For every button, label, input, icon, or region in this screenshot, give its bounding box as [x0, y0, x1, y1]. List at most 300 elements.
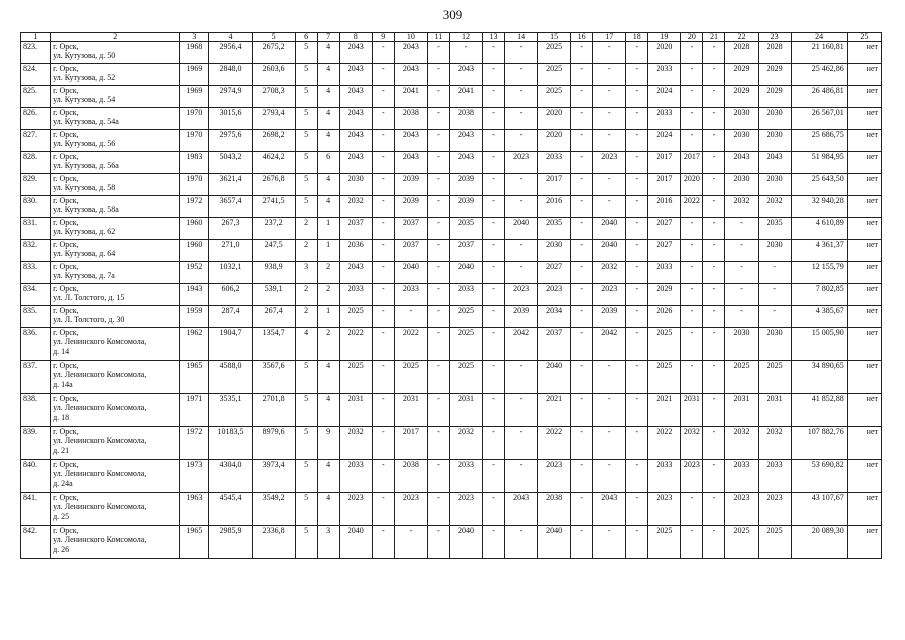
address-cell [51, 174, 180, 196]
table-row [21, 306, 882, 328]
table-row [21, 526, 882, 559]
cell-col-6: 5 [295, 130, 317, 152]
table-row [21, 42, 882, 64]
cell-col-13: - [482, 42, 504, 64]
cell-col-11: - [427, 427, 449, 460]
cell-col-10: 2038 [394, 460, 427, 493]
cell-col-5: 2793,4 [252, 108, 295, 130]
cell-col-20: - [681, 86, 703, 108]
cell-col-25: нет [847, 361, 881, 394]
cell-col-4: 287,4 [209, 306, 252, 328]
address-line: г. Орск, [53, 174, 79, 183]
cell-col-19: 2033 [648, 460, 681, 493]
column-number-14: 14 [505, 33, 538, 42]
cell-col-5: 539,1 [252, 284, 295, 306]
cell-col-15: 2037 [538, 328, 571, 361]
cell-col-13: - [482, 493, 504, 526]
address-line: ул. Кутузова, д. 54 [53, 95, 116, 105]
cell-col-14: - [505, 394, 538, 427]
cell-col-16: - [571, 152, 593, 174]
cell-col-9: - [372, 427, 394, 460]
cell-col-25: нет [847, 64, 881, 86]
cell-col-12: 2043 [449, 64, 482, 86]
cell-col-19: 2027 [648, 240, 681, 262]
cell-col-12: 2025 [449, 361, 482, 394]
cell-col-16: - [571, 108, 593, 130]
column-number-10: 10 [394, 33, 427, 42]
cell-col-13: - [482, 427, 504, 460]
cell-col-25: нет [847, 218, 881, 240]
cell-col-10: 2041 [394, 86, 427, 108]
cell-col-10: 2025 [394, 361, 427, 394]
cell-col-23: 2030 [758, 240, 791, 262]
cell-col-18: - [626, 306, 648, 328]
cell-col-18: - [626, 174, 648, 196]
cell-col-19: 2024 [648, 86, 681, 108]
page-number: 309 [442, 7, 463, 22]
cell-col-3: 1952 [180, 262, 209, 284]
cell-col-18: - [626, 130, 648, 152]
cell-col-12: 2043 [449, 130, 482, 152]
cell-col-8: 2032 [339, 427, 372, 460]
cell-col-22: - [725, 306, 758, 328]
cell-col-11: - [427, 152, 449, 174]
address-line: ул. Кутузова, д. 56 [53, 139, 116, 149]
cell-col-11: - [427, 86, 449, 108]
cell-col-5: 8979,6 [252, 427, 295, 460]
cell-col-12: 2040 [449, 262, 482, 284]
cell-col-15: 2035 [538, 218, 571, 240]
column-number-22: 22 [725, 33, 758, 42]
cell-col-17: - [593, 108, 626, 130]
row-number: 834. [21, 284, 51, 306]
cell-col-4: 10183,5 [209, 427, 252, 460]
row-number: 841. [21, 493, 51, 526]
cell-col-15: 2017 [538, 174, 571, 196]
column-number-18: 18 [626, 33, 648, 42]
column-number-3: 3 [180, 33, 209, 42]
cell-col-25: нет [847, 196, 881, 218]
cell-col-16: - [571, 526, 593, 559]
cell-col-24: 25 643,50 [791, 174, 847, 196]
cell-col-3: 1970 [180, 108, 209, 130]
cell-col-14: 2040 [505, 218, 538, 240]
cell-col-12: 2025 [449, 328, 482, 361]
cell-col-4: 2956,4 [209, 42, 252, 64]
cell-col-4: 3621,4 [209, 174, 252, 196]
cell-col-24: 43 107,67 [791, 493, 847, 526]
cell-col-9: - [372, 284, 394, 306]
cell-col-7: 4 [317, 493, 339, 526]
cell-col-12: - [449, 42, 482, 64]
cell-col-14: - [505, 427, 538, 460]
cell-col-22: 2025 [725, 526, 758, 559]
address-cell [51, 86, 180, 108]
address-line: ул. Кутузова, д. 7а [53, 271, 115, 281]
cell-col-4: 267,3 [209, 218, 252, 240]
cell-col-22: 2028 [725, 42, 758, 64]
cell-col-15: 2020 [538, 130, 571, 152]
cell-col-25: нет [847, 130, 881, 152]
cell-col-15: 2021 [538, 394, 571, 427]
address-line: г. Орск, [53, 427, 79, 436]
cell-col-19: 2017 [648, 152, 681, 174]
cell-col-16: - [571, 64, 593, 86]
cell-col-17: - [593, 196, 626, 218]
cell-col-15: 2040 [538, 361, 571, 394]
cell-col-4: 2974,9 [209, 86, 252, 108]
cell-col-3: 1968 [180, 42, 209, 64]
cell-col-18: - [626, 328, 648, 361]
cell-col-3: 1970 [180, 174, 209, 196]
cell-col-7: 4 [317, 64, 339, 86]
column-number-21: 21 [703, 33, 725, 42]
cell-col-23: 2030 [758, 328, 791, 361]
cell-col-4: 3535,1 [209, 394, 252, 427]
cell-col-24: 34 890,65 [791, 361, 847, 394]
cell-col-14: - [505, 130, 538, 152]
cell-col-8: 2043 [339, 130, 372, 152]
cell-col-13: - [482, 394, 504, 427]
cell-col-13: - [482, 361, 504, 394]
cell-col-15: 2025 [538, 42, 571, 64]
column-number-1: 1 [21, 33, 51, 42]
cell-col-21: - [703, 130, 725, 152]
cell-col-16: - [571, 42, 593, 64]
table-row [21, 130, 882, 152]
cell-col-8: 2030 [339, 174, 372, 196]
cell-col-7: 4 [317, 108, 339, 130]
cell-col-6: 5 [295, 427, 317, 460]
cell-col-10: 2043 [394, 42, 427, 64]
cell-col-8: 2037 [339, 218, 372, 240]
cell-col-14: 2042 [505, 328, 538, 361]
cell-col-24: 12 155,79 [791, 262, 847, 284]
cell-col-3: 1969 [180, 86, 209, 108]
cell-col-10: 2040 [394, 262, 427, 284]
cell-col-14: - [505, 262, 538, 284]
address-line: ул. Л. Толстого, д. 15 [53, 293, 125, 303]
cell-col-13: - [482, 526, 504, 559]
table-row [21, 394, 882, 427]
cell-col-10: 2039 [394, 196, 427, 218]
address-line: г. Орск, [53, 284, 79, 293]
column-number-12: 12 [449, 33, 482, 42]
cell-col-10: 2022 [394, 328, 427, 361]
cell-col-22: - [725, 218, 758, 240]
address-line: г. Орск, [53, 493, 79, 502]
cell-col-9: - [372, 174, 394, 196]
cell-col-4: 4545,4 [209, 493, 252, 526]
address-cell [51, 306, 180, 328]
address-line: ул. Ленинского Комсомола, [53, 403, 147, 413]
cell-col-21: - [703, 196, 725, 218]
cell-col-5: 237,2 [252, 218, 295, 240]
cell-col-15: 2022 [538, 427, 571, 460]
cell-col-19: 2016 [648, 196, 681, 218]
cell-col-13: - [482, 196, 504, 218]
cell-col-25: нет [847, 284, 881, 306]
column-number-8: 8 [339, 33, 372, 42]
cell-col-25: нет [847, 42, 881, 64]
cell-col-9: - [372, 152, 394, 174]
cell-col-23: - [758, 306, 791, 328]
cell-col-5: 267,4 [252, 306, 295, 328]
cell-col-16: - [571, 262, 593, 284]
cell-col-23: 2028 [758, 42, 791, 64]
cell-col-19: 2027 [648, 218, 681, 240]
cell-col-22: 2033 [725, 460, 758, 493]
address-cell [51, 64, 180, 86]
cell-col-6: 5 [295, 493, 317, 526]
cell-col-10: - [394, 306, 427, 328]
cell-col-24: 15 005,90 [791, 328, 847, 361]
cell-col-15: 2038 [538, 493, 571, 526]
cell-col-19: 2017 [648, 174, 681, 196]
cell-col-6: 3 [295, 262, 317, 284]
cell-col-19: 2025 [648, 526, 681, 559]
cell-col-13: - [482, 240, 504, 262]
cell-col-18: - [626, 218, 648, 240]
address-line: ул. Л. Толстого, д. 30 [53, 315, 125, 325]
cell-col-25: нет [847, 152, 881, 174]
cell-col-21: - [703, 427, 725, 460]
cell-col-15: 2020 [538, 108, 571, 130]
cell-col-23: 2043 [758, 152, 791, 174]
cell-col-4: 2975,6 [209, 130, 252, 152]
cell-col-18: - [626, 493, 648, 526]
cell-col-13: - [482, 262, 504, 284]
row-number: 829. [21, 174, 51, 196]
column-number-6: 6 [295, 33, 317, 42]
cell-col-24: 4 385,67 [791, 306, 847, 328]
cell-col-15: 2040 [538, 526, 571, 559]
table-row [21, 218, 882, 240]
cell-col-20: 2032 [681, 427, 703, 460]
cell-col-23: 2029 [758, 86, 791, 108]
cell-col-21: - [703, 394, 725, 427]
cell-col-8: 2043 [339, 152, 372, 174]
cell-col-8: 2043 [339, 64, 372, 86]
cell-col-5: 2336,8 [252, 526, 295, 559]
cell-col-9: - [372, 306, 394, 328]
address-line: г. Орск, [53, 526, 79, 535]
cell-col-16: - [571, 174, 593, 196]
cell-col-10: 2031 [394, 394, 427, 427]
cell-col-24: 32 940,28 [791, 196, 847, 218]
cell-col-9: - [372, 493, 394, 526]
address-line: д. 24а [53, 478, 73, 488]
row-number: 835. [21, 306, 51, 328]
cell-col-7: 2 [317, 262, 339, 284]
cell-col-12: 2041 [449, 86, 482, 108]
cell-col-11: - [427, 108, 449, 130]
cell-col-22: 2043 [725, 152, 758, 174]
cell-col-7: 6 [317, 152, 339, 174]
cell-col-9: - [372, 460, 394, 493]
address-cell [51, 108, 180, 130]
cell-col-16: - [571, 328, 593, 361]
row-number: 842. [21, 526, 51, 559]
table-row [21, 493, 882, 526]
cell-col-4: 271,0 [209, 240, 252, 262]
cell-col-22: 2025 [725, 361, 758, 394]
cell-col-9: - [372, 262, 394, 284]
address-line: ул. Кутузова, д. 54а [53, 117, 119, 127]
cell-col-17: 2040 [593, 240, 626, 262]
cell-col-23: 2031 [758, 394, 791, 427]
address-cell [51, 361, 180, 394]
cell-col-21: - [703, 262, 725, 284]
cell-col-16: - [571, 427, 593, 460]
cell-col-13: - [482, 130, 504, 152]
cell-col-16: - [571, 493, 593, 526]
cell-col-13: - [482, 460, 504, 493]
table-row [21, 64, 882, 86]
cell-col-19: 2020 [648, 42, 681, 64]
cell-col-18: - [626, 427, 648, 460]
cell-col-19: 2026 [648, 306, 681, 328]
cell-col-3: 1970 [180, 130, 209, 152]
cell-col-12: 2038 [449, 108, 482, 130]
cell-col-10: 2043 [394, 152, 427, 174]
address-line: ул. Ленинского Комсомола, [53, 337, 147, 347]
cell-col-7: 4 [317, 174, 339, 196]
cell-col-10: 2038 [394, 108, 427, 130]
table-row [21, 196, 882, 218]
cell-col-17: - [593, 427, 626, 460]
address-line: ул. Кутузова, д. 58 [53, 183, 116, 193]
cell-col-16: - [571, 460, 593, 493]
cell-col-15: 2023 [538, 460, 571, 493]
cell-col-8: 2025 [339, 361, 372, 394]
cell-col-6: 2 [295, 306, 317, 328]
cell-col-14: - [505, 42, 538, 64]
cell-col-4: 1032,1 [209, 262, 252, 284]
address-line: г. Орск, [53, 42, 79, 51]
cell-col-21: - [703, 174, 725, 196]
address-line: г. Орск, [53, 86, 79, 95]
cell-col-20: 2022 [681, 196, 703, 218]
cell-col-3: 1972 [180, 196, 209, 218]
cell-col-3: 1943 [180, 284, 209, 306]
row-number: 840. [21, 460, 51, 493]
cell-col-7: 4 [317, 42, 339, 64]
address-cell [51, 130, 180, 152]
cell-col-25: нет [847, 328, 881, 361]
cell-col-14: 2023 [505, 284, 538, 306]
column-number-20: 20 [681, 33, 703, 42]
cell-col-21: - [703, 460, 725, 493]
cell-col-18: - [626, 196, 648, 218]
cell-col-18: - [626, 361, 648, 394]
address-line: г. Орск, [53, 108, 79, 117]
cell-col-14: - [505, 64, 538, 86]
cell-col-20: - [681, 240, 703, 262]
table-row [21, 108, 882, 130]
cell-col-24: 26 486,81 [791, 86, 847, 108]
cell-col-18: - [626, 64, 648, 86]
cell-col-18: - [626, 108, 648, 130]
cell-col-10: 2039 [394, 174, 427, 196]
cell-col-25: нет [847, 174, 881, 196]
cell-col-6: 5 [295, 86, 317, 108]
address-line: ул. Ленинского Комсомола, [53, 502, 147, 512]
cell-col-11: - [427, 218, 449, 240]
address-cell [51, 152, 180, 174]
cell-col-3: 1972 [180, 427, 209, 460]
cell-col-11: - [427, 196, 449, 218]
address-cell [51, 284, 180, 306]
cell-col-20: - [681, 306, 703, 328]
cell-col-21: - [703, 108, 725, 130]
cell-col-20: - [681, 64, 703, 86]
cell-col-19: 2033 [648, 64, 681, 86]
cell-col-12: 2025 [449, 306, 482, 328]
cell-col-3: 1960 [180, 218, 209, 240]
cell-col-7: 1 [317, 240, 339, 262]
address-line: г. Орск, [53, 328, 79, 337]
address-line: г. Орск, [53, 196, 79, 205]
cell-col-3: 1971 [180, 394, 209, 427]
cell-col-24: 4 361,37 [791, 240, 847, 262]
cell-col-14: - [505, 240, 538, 262]
column-number-15: 15 [538, 33, 571, 42]
cell-col-17: - [593, 361, 626, 394]
address-line: ул. Ленинского Комсомола, [53, 436, 147, 446]
cell-col-3: 1969 [180, 64, 209, 86]
cell-col-14: - [505, 174, 538, 196]
cell-col-12: 2033 [449, 460, 482, 493]
cell-col-17: - [593, 64, 626, 86]
cell-col-13: - [482, 174, 504, 196]
cell-col-5: 938,9 [252, 262, 295, 284]
address-line: г. Орск, [53, 262, 79, 271]
housing-table [20, 32, 882, 559]
cell-col-8: 2033 [339, 460, 372, 493]
column-number-25: 25 [847, 33, 881, 42]
cell-col-7: 3 [317, 526, 339, 559]
cell-col-22: 2030 [725, 328, 758, 361]
cell-col-23: 2023 [758, 493, 791, 526]
cell-col-8: 2025 [339, 306, 372, 328]
cell-col-13: - [482, 328, 504, 361]
cell-col-4: 1904,7 [209, 328, 252, 361]
cell-col-22: 2030 [725, 130, 758, 152]
cell-col-14: 2023 [505, 152, 538, 174]
cell-col-9: - [372, 196, 394, 218]
cell-col-9: - [372, 86, 394, 108]
cell-col-5: 247,5 [252, 240, 295, 262]
cell-col-20: - [681, 328, 703, 361]
table-row [21, 262, 882, 284]
cell-col-18: - [626, 86, 648, 108]
cell-col-20: 2023 [681, 460, 703, 493]
row-number: 836. [21, 328, 51, 361]
cell-col-19: 2021 [648, 394, 681, 427]
cell-col-5: 2741,5 [252, 196, 295, 218]
row-number: 838. [21, 394, 51, 427]
address-line: ул. Кутузова, д. 52 [53, 73, 116, 83]
cell-col-23: 2035 [758, 218, 791, 240]
cell-col-20: - [681, 262, 703, 284]
cell-col-11: - [427, 394, 449, 427]
cell-col-24: 107 882,76 [791, 427, 847, 460]
row-number: 833. [21, 262, 51, 284]
table-row [21, 328, 882, 361]
cell-col-8: 2043 [339, 86, 372, 108]
cell-col-9: - [372, 64, 394, 86]
